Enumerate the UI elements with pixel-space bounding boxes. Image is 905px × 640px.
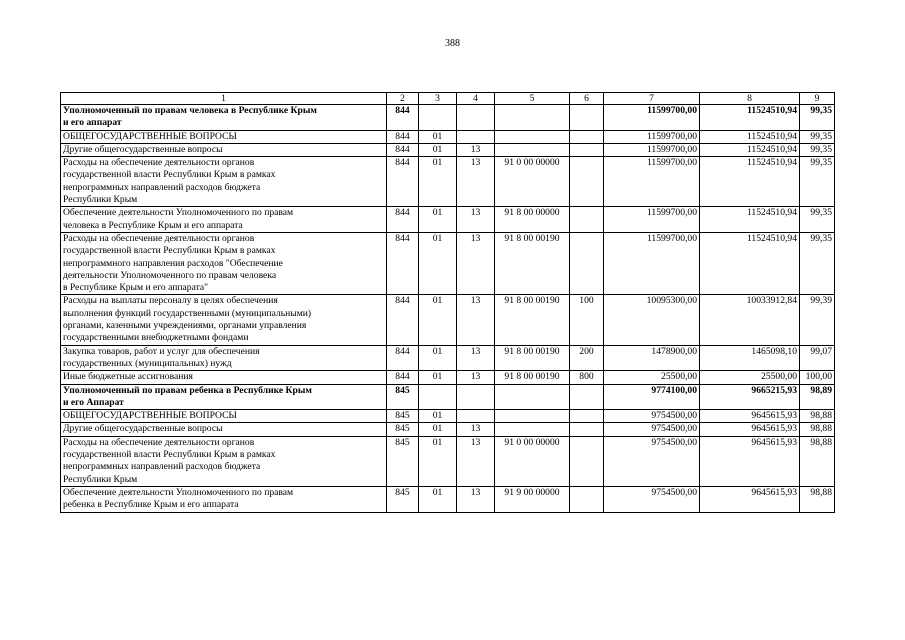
expense-type-cell	[570, 105, 604, 131]
target-article-cell	[495, 384, 570, 410]
target-article-cell: 91 8 00 00190	[495, 371, 570, 384]
executed-amount-cell: 9645615,93	[700, 410, 800, 423]
expense-type-cell	[570, 384, 604, 410]
section-code-cell: 01	[419, 436, 457, 486]
expense-type-cell: 100	[570, 295, 604, 345]
execution-percent-cell: 99,35	[800, 105, 835, 131]
expense-type-cell: 800	[570, 371, 604, 384]
executed-amount-cell: 9645615,93	[700, 436, 800, 486]
target-article-cell	[495, 423, 570, 436]
table-row	[61, 130, 835, 143]
row-name-cell: Другие общегосударственные вопросы	[61, 423, 387, 436]
expense-type-cell	[570, 232, 604, 294]
column-number: 5	[495, 93, 570, 105]
planned-amount-cell: 11599700,00	[604, 232, 700, 294]
execution-percent-cell: 99,35	[800, 207, 835, 233]
execution-percent-cell: 99,35	[800, 130, 835, 143]
execution-percent-cell: 98,88	[800, 423, 835, 436]
subsection-code-cell: 13	[457, 423, 495, 436]
column-number: 3	[419, 93, 457, 105]
department-code-cell: 845	[387, 423, 419, 436]
column-number: 8	[700, 93, 800, 105]
executed-amount-cell: 11524510,94	[700, 207, 800, 233]
department-code-cell: 844	[387, 105, 419, 131]
budget-table-body	[61, 93, 835, 513]
section-code-cell: 01	[419, 423, 457, 436]
table-row	[61, 295, 835, 345]
execution-percent-cell: 98,88	[800, 486, 835, 512]
subsection-code-cell: 13	[457, 232, 495, 294]
section-code-cell: 01	[419, 143, 457, 156]
row-name-cell: Другие общегосударственные вопросы	[61, 143, 387, 156]
target-article-cell: 91 8 00 00190	[495, 295, 570, 345]
execution-percent-cell: 99,07	[800, 345, 835, 371]
execution-percent-cell: 98,88	[800, 410, 835, 423]
row-name-cell: Расходы на обеспечение деятельности органов государственной власти Республики Крым в рамках непрограммного направления расходов "Обеспечение деятельности Уполномоченного по правам человека в Республике Крым и его аппарата"	[61, 232, 387, 294]
executed-amount-cell: 11524510,94	[700, 130, 800, 143]
table-row	[61, 157, 835, 207]
planned-amount-cell: 9754500,00	[604, 436, 700, 486]
planned-amount-cell: 9754500,00	[604, 423, 700, 436]
column-number: 7	[604, 93, 700, 105]
planned-amount-cell: 10095300,00	[604, 295, 700, 345]
planned-amount-cell: 11599700,00	[604, 157, 700, 207]
execution-percent-cell: 99,35	[800, 157, 835, 207]
section-code-cell	[419, 105, 457, 131]
column-number: 2	[387, 93, 419, 105]
executed-amount-cell: 9645615,93	[700, 486, 800, 512]
table-row	[61, 486, 835, 512]
executed-amount-cell: 9665215,93	[700, 384, 800, 410]
budget-table	[60, 92, 835, 513]
department-code-cell: 844	[387, 295, 419, 345]
target-article-cell	[495, 105, 570, 131]
table-row	[61, 232, 835, 294]
planned-amount-cell: 25500,00	[604, 371, 700, 384]
target-article-cell: 91 0 00 00000	[495, 157, 570, 207]
table-row	[61, 436, 835, 486]
execution-percent-cell: 99,39	[800, 295, 835, 345]
department-code-cell: 845	[387, 486, 419, 512]
department-code-cell: 844	[387, 207, 419, 233]
table-row	[61, 345, 835, 371]
section-code-cell: 01	[419, 295, 457, 345]
target-article-cell	[495, 410, 570, 423]
subsection-code-cell	[457, 384, 495, 410]
executed-amount-cell: 1465098,10	[700, 345, 800, 371]
subsection-code-cell	[457, 410, 495, 423]
execution-percent-cell: 98,89	[800, 384, 835, 410]
row-name-cell: Закупка товаров, работ и услуг для обеспечения государственных (муниципальных) нужд	[61, 345, 387, 371]
department-code-cell: 844	[387, 157, 419, 207]
target-article-cell	[495, 130, 570, 143]
planned-amount-cell: 11599700,00	[604, 143, 700, 156]
executed-amount-cell: 25500,00	[700, 371, 800, 384]
row-name-cell: Обеспечение деятельности Уполномоченного по правам человека в Республике Крым и его аппарата	[61, 207, 387, 233]
row-name-cell: ОБЩЕГОСУДАРСТВЕННЫЕ ВОПРОСЫ	[61, 410, 387, 423]
section-code-cell: 01	[419, 232, 457, 294]
subsection-code-cell: 13	[457, 295, 495, 345]
expense-type-cell	[570, 157, 604, 207]
expense-type-cell	[570, 130, 604, 143]
section-code-cell: 01	[419, 410, 457, 423]
department-code-cell: 844	[387, 232, 419, 294]
execution-percent-cell: 100,00	[800, 371, 835, 384]
section-code-cell: 01	[419, 157, 457, 207]
executed-amount-cell: 11524510,94	[700, 232, 800, 294]
row-name-cell: Расходы на обеспечение деятельности органов государственной власти Республики Крым в рамках непрограммных направлений расходов бюджета Республики Крым	[61, 436, 387, 486]
planned-amount-cell: 9774100,00	[604, 384, 700, 410]
table-row	[61, 105, 835, 131]
target-article-cell: 91 8 00 00190	[495, 232, 570, 294]
expense-type-cell	[570, 486, 604, 512]
subsection-code-cell: 13	[457, 345, 495, 371]
column-number: 4	[457, 93, 495, 105]
table-row	[61, 384, 835, 410]
execution-percent-cell: 98,88	[800, 436, 835, 486]
planned-amount-cell: 11599700,00	[604, 130, 700, 143]
subsection-code-cell: 13	[457, 143, 495, 156]
planned-amount-cell: 1478900,00	[604, 345, 700, 371]
section-code-cell: 01	[419, 371, 457, 384]
executed-amount-cell: 10033912,84	[700, 295, 800, 345]
expense-type-cell	[570, 143, 604, 156]
row-name-cell: Расходы на обеспечение деятельности органов государственной власти Республики Крым в рамках непрограммных направлений расходов бюджета Республики Крым	[61, 157, 387, 207]
column-number-row	[61, 93, 835, 105]
execution-percent-cell: 99,35	[800, 232, 835, 294]
department-code-cell: 845	[387, 410, 419, 423]
expense-type-cell	[570, 423, 604, 436]
row-name-cell: ОБЩЕГОСУДАРСТВЕННЫЕ ВОПРОСЫ	[61, 130, 387, 143]
section-code-cell	[419, 384, 457, 410]
subsection-code-cell	[457, 130, 495, 143]
target-article-cell: 91 8 00 00000	[495, 207, 570, 233]
section-code-cell: 01	[419, 486, 457, 512]
section-code-cell: 01	[419, 130, 457, 143]
planned-amount-cell: 9754500,00	[604, 410, 700, 423]
department-code-cell: 845	[387, 384, 419, 410]
expense-type-cell	[570, 410, 604, 423]
department-code-cell: 844	[387, 130, 419, 143]
table-row	[61, 423, 835, 436]
executed-amount-cell: 11524510,94	[700, 105, 800, 131]
target-article-cell: 91 0 00 00000	[495, 436, 570, 486]
section-code-cell: 01	[419, 345, 457, 371]
table-row	[61, 143, 835, 156]
expense-type-cell	[570, 436, 604, 486]
executed-amount-cell: 11524510,94	[700, 157, 800, 207]
table-row	[61, 371, 835, 384]
target-article-cell: 91 9 00 00000	[495, 486, 570, 512]
table-row	[61, 207, 835, 233]
subsection-code-cell: 13	[457, 371, 495, 384]
target-article-cell	[495, 143, 570, 156]
department-code-cell: 845	[387, 436, 419, 486]
planned-amount-cell: 11599700,00	[604, 105, 700, 131]
department-code-cell: 844	[387, 345, 419, 371]
page-number: 388	[445, 38, 460, 49]
section-code-cell: 01	[419, 207, 457, 233]
column-number: 9	[800, 93, 835, 105]
column-number: 6	[570, 93, 604, 105]
execution-percent-cell: 99,35	[800, 143, 835, 156]
department-code-cell: 844	[387, 371, 419, 384]
planned-amount-cell: 11599700,00	[604, 207, 700, 233]
row-name-cell: Уполномоченный по правам ребенка в Республике Крым и его Аппарат	[61, 384, 387, 410]
subsection-code-cell: 13	[457, 157, 495, 207]
table-row	[61, 410, 835, 423]
planned-amount-cell: 9754500,00	[604, 486, 700, 512]
row-name-cell: Уполномоченный по правам человека в Республике Крым и его аппарат	[61, 105, 387, 131]
subsection-code-cell: 13	[457, 486, 495, 512]
target-article-cell: 91 8 00 00190	[495, 345, 570, 371]
row-name-cell: Расходы на выплаты персоналу в целях обеспечения выполнения функций государственными (муниципальными) органами, казенными учреждениями, органами управления государственными внебюджетными фондами	[61, 295, 387, 345]
executed-amount-cell: 9645615,93	[700, 423, 800, 436]
subsection-code-cell: 13	[457, 207, 495, 233]
subsection-code-cell	[457, 105, 495, 131]
expense-type-cell	[570, 207, 604, 233]
row-name-cell: Обеспечение деятельности Уполномоченного по правам ребенка в Республике Крым и его аппарата	[61, 486, 387, 512]
executed-amount-cell: 11524510,94	[700, 143, 800, 156]
subsection-code-cell: 13	[457, 436, 495, 486]
department-code-cell: 844	[387, 143, 419, 156]
row-name-cell: Иные бюджетные ассигнования	[61, 371, 387, 384]
expense-type-cell: 200	[570, 345, 604, 371]
column-number: 1	[61, 93, 387, 105]
